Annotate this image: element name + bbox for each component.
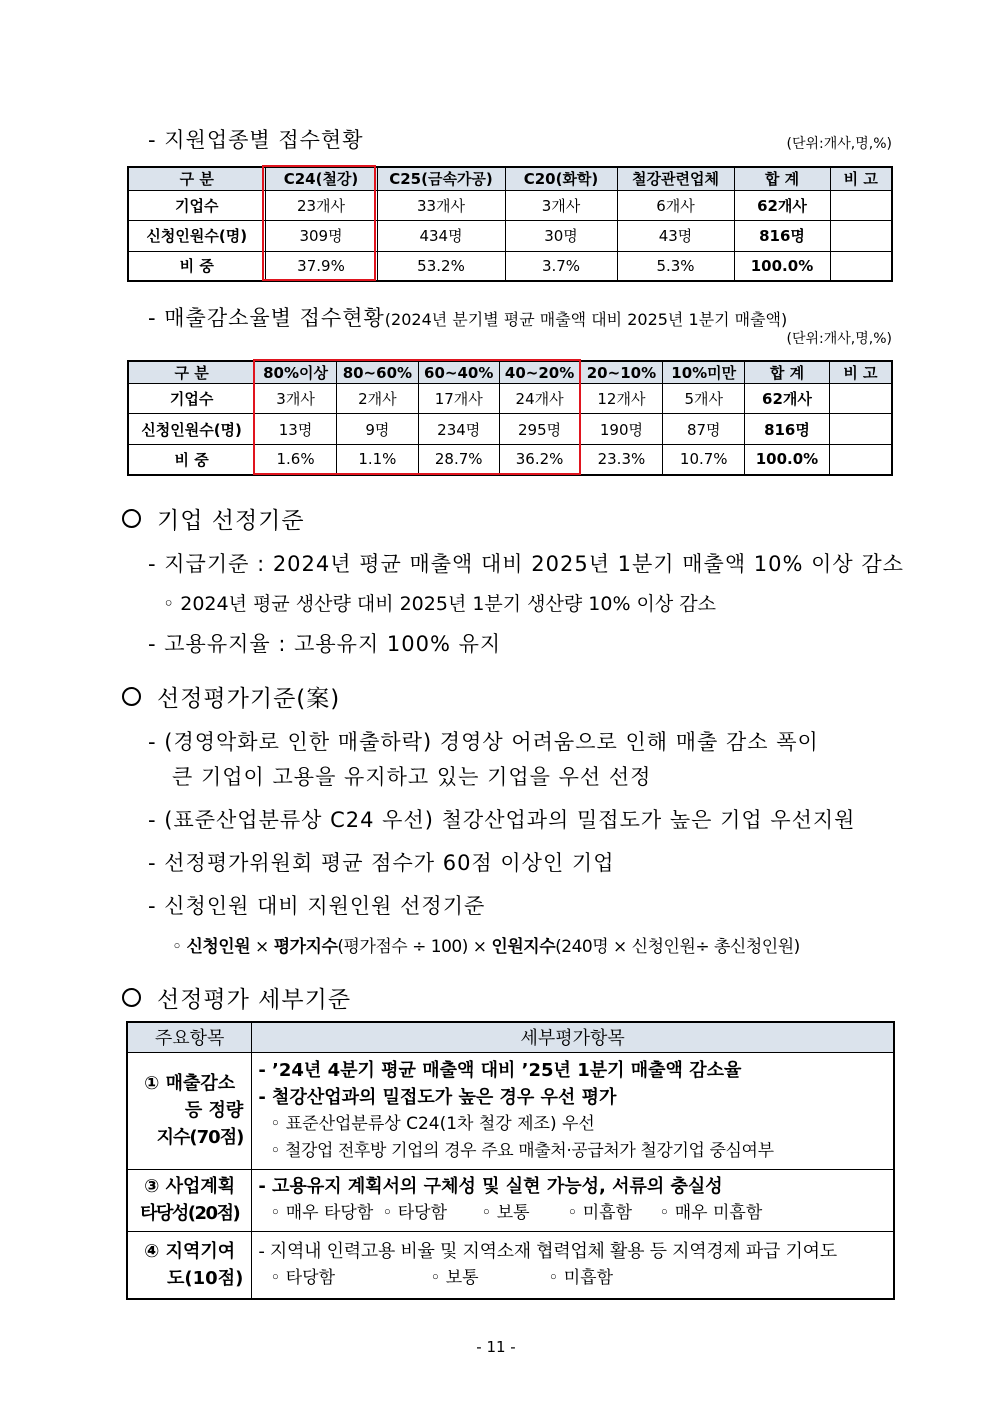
detail-item: - 철강산업과의 밀접도가 높은 경우 우선 평가	[258, 1086, 617, 1108]
table-cell: 24개사	[499, 384, 580, 414]
rating-option: ◦ 보통	[481, 1203, 530, 1223]
table-row	[127, 1052, 894, 1169]
header-cell: 철강관련업체	[617, 167, 734, 190]
formula-term: 평가지수	[273, 937, 338, 957]
table-cell: 37.9%	[265, 251, 377, 281]
table-row	[128, 384, 892, 414]
total-cell: 816명	[734, 220, 830, 251]
table-row	[128, 445, 892, 475]
section2-title-line	[148, 302, 787, 332]
category-line: 지수(70점)	[156, 1127, 244, 1148]
row-label: 비 중	[128, 445, 255, 475]
formula-bullet: ◦	[172, 937, 187, 957]
rating-option: ◦ 타당함	[382, 1203, 448, 1223]
table-row	[128, 220, 892, 251]
circle-bullet-icon	[122, 509, 141, 528]
table-row	[127, 1169, 894, 1231]
formula-term: 신청인원	[186, 937, 251, 957]
section1-title: - 지원업종별 접수현황	[148, 128, 364, 152]
category-cell	[127, 1052, 252, 1169]
table-cell: 10.7%	[663, 445, 745, 475]
table-cell: 3개사	[255, 384, 337, 414]
table-cell: 53.2%	[377, 251, 505, 281]
section1-unit: (단위:개사,명,%)	[786, 136, 892, 152]
total-cell: 62개사	[734, 190, 830, 220]
evaluation-item: - (경영악화로 인한 매출하락) 경영상 어려움으로 인해 매출 감소 폭이	[148, 730, 819, 754]
header-cell: 80%이상	[255, 361, 337, 384]
category-line: 도(10점)	[167, 1267, 244, 1289]
table-cell: 87명	[663, 414, 745, 445]
evaluation-item-continued: 큰 기업이 고용을 유지하고 있는 기업을 우선 선정	[172, 765, 652, 789]
circle-bullet-icon	[122, 687, 141, 706]
rating-option: ◦ 매우 타당함	[270, 1203, 374, 1223]
header-cell: C20(화학)	[505, 167, 617, 190]
header-cell: 합 계	[734, 167, 830, 190]
evaluation-heading-line	[122, 680, 340, 713]
table-cell: 9명	[336, 414, 418, 445]
section2-unit: (단위:개사,명,%)	[786, 331, 892, 347]
detail-item: - 지역내 인력고용 비율 및 지역소재 협력업체 활용 등 지역경제 파급 기여도	[258, 1240, 837, 1262]
table-cell: 1.6%	[255, 445, 337, 475]
table-cell: 17개사	[418, 384, 499, 414]
table-cell: 3개사	[505, 190, 617, 220]
selection-subitem: ◦ 2024년 평균 생산량 대비 2025년 1분기 생산량 10% 이상 감소	[163, 593, 717, 615]
table-row	[127, 1231, 894, 1299]
industry-table	[127, 166, 893, 282]
circle-bullet-icon	[122, 988, 141, 1007]
selection-item: - 지급기준 : 2024년 평균 매출액 대비 2025년 1분기 매출액 10% 이상 감소	[148, 552, 904, 576]
row-label: 기업수	[128, 190, 265, 220]
detail-heading-line	[122, 981, 351, 1014]
evaluation-heading: 선정평가기준(案)	[157, 686, 341, 712]
table-cell: 23.3%	[580, 445, 663, 475]
detail-subitem: ◦ 표준산업분류상 C24(1차 철강 제조) 우선	[270, 1113, 595, 1134]
header-cell: 80~60%	[336, 361, 418, 384]
header-cell: 주요항목	[127, 1022, 252, 1052]
formula-detail: (평가점수 ÷ 100) ×	[337, 937, 492, 957]
total-cell: 62개사	[745, 384, 830, 414]
evaluation-item: - (표준산업분류상 C24 우선) 철강산업과의 밀접도가 높은 기업 우선지원	[148, 808, 856, 832]
header-cell: 비 고	[829, 361, 892, 384]
table-cell: 295명	[499, 414, 580, 445]
note-cell	[829, 414, 892, 445]
table-cell: 6개사	[617, 190, 734, 220]
table-cell: 309명	[265, 220, 377, 251]
table-row	[128, 414, 892, 445]
header-cell: 40~20%	[499, 361, 580, 384]
table-cell: 5.3%	[617, 251, 734, 281]
table-cell: 234명	[418, 414, 499, 445]
formula	[172, 932, 800, 957]
header-cell: 10%미만	[663, 361, 745, 384]
selection-heading: 기업 선정기준	[157, 508, 305, 534]
header-cell: 구 분	[128, 361, 255, 384]
header-cell: 20~10%	[580, 361, 663, 384]
header-cell: 합 계	[745, 361, 830, 384]
selection-item: - 고용유지율 : 고용유지 100% 유지	[148, 632, 502, 656]
formula-operator: ×	[250, 937, 274, 957]
header-cell: 구 분	[128, 167, 265, 190]
row-label: 기업수	[128, 384, 255, 414]
table-row	[128, 190, 892, 220]
table-row	[128, 251, 892, 281]
formula-detail: (240명 × 신청인원÷ 총신청인원)	[555, 937, 800, 957]
table-cell: 36.2%	[499, 445, 580, 475]
category-line: ① 매출감소	[144, 1073, 236, 1094]
detail-heading: 선정평가 세부기준	[157, 987, 352, 1013]
table-cell: 1.1%	[336, 445, 418, 475]
rating-option: ◦ 보통	[430, 1267, 479, 1288]
total-cell: 100.0%	[745, 445, 830, 475]
detail-item: - 고용유지 계획서의 구체성 및 실현 가능성, 서류의 충실성	[258, 1176, 723, 1197]
selection-heading-line	[122, 502, 305, 535]
section2-title-note: (2024년 분기별 평균 매출액 대비 2025년 1분기 매출액)	[384, 310, 788, 329]
detail-criteria-table	[126, 1021, 895, 1300]
formula-term: 인원지수	[491, 937, 556, 957]
note-cell	[830, 190, 892, 220]
table-cell: 12개사	[580, 384, 663, 414]
table-cell: 28.7%	[418, 445, 499, 475]
note-cell	[829, 384, 892, 414]
rating-option: ◦ 타당함	[270, 1267, 336, 1288]
rating-options	[252, 1265, 893, 1292]
category-line: 등 정량	[184, 1100, 244, 1121]
detail-cell	[252, 1231, 894, 1299]
note-cell	[830, 220, 892, 251]
row-label: 신청인원수(명)	[128, 220, 265, 251]
detail-cell	[252, 1169, 894, 1231]
row-label: 신청인원수(명)	[128, 414, 255, 445]
row-label: 비 중	[128, 251, 265, 281]
total-cell: 100.0%	[734, 251, 830, 281]
detail-subitem: ◦ 철강업 전후방 기업의 경우 주요 매출처·공급처가 철강기업 중심여부	[270, 1140, 774, 1161]
rating-options	[252, 1200, 893, 1227]
category-cell	[127, 1231, 252, 1299]
table-cell: 13명	[255, 414, 337, 445]
table-cell: 5개사	[663, 384, 745, 414]
detail-item: - ’24년 4분기 평균 매출액 대비 ’25년 1분기 매출액 감소율	[258, 1059, 742, 1081]
table-cell: 23개사	[265, 190, 377, 220]
header-cell: C25(금속가공)	[377, 167, 505, 190]
evaluation-item: - 선정평가위원회 평균 점수가 60점 이상인 기업	[148, 851, 615, 875]
page-number: - 11 -	[476, 1338, 516, 1356]
header-cell: C24(철강)	[265, 167, 377, 190]
rating-option: ◦ 미흡함	[548, 1267, 614, 1288]
category-line: 타당성(20점)	[140, 1203, 240, 1224]
section2-title: - 매출감소율별 접수현황	[148, 306, 385, 330]
header-cell: 세부평가항목	[252, 1022, 894, 1052]
decline-rate-table	[127, 360, 893, 476]
table-cell: 3.7%	[505, 251, 617, 281]
evaluation-item: - 신청인원 대비 지원인원 선정기준	[148, 894, 486, 918]
table-cell: 190명	[580, 414, 663, 445]
detail-cell	[252, 1052, 894, 1169]
rating-option: ◦ 매우 미흡함	[659, 1203, 763, 1223]
table-cell: 30명	[505, 220, 617, 251]
category-cell	[127, 1169, 252, 1231]
table-cell: 2개사	[336, 384, 418, 414]
note-cell	[830, 251, 892, 281]
category-line: ③ 사업계획	[144, 1176, 236, 1197]
category-line: ④ 지역기여	[144, 1240, 236, 1262]
note-cell	[829, 445, 892, 475]
header-cell: 60~40%	[418, 361, 499, 384]
table-cell: 434명	[377, 220, 505, 251]
total-cell: 816명	[745, 414, 830, 445]
table-cell: 43명	[617, 220, 734, 251]
table-cell: 33개사	[377, 190, 505, 220]
rating-option: ◦ 미흡함	[567, 1203, 633, 1223]
header-cell: 비 고	[830, 167, 892, 190]
